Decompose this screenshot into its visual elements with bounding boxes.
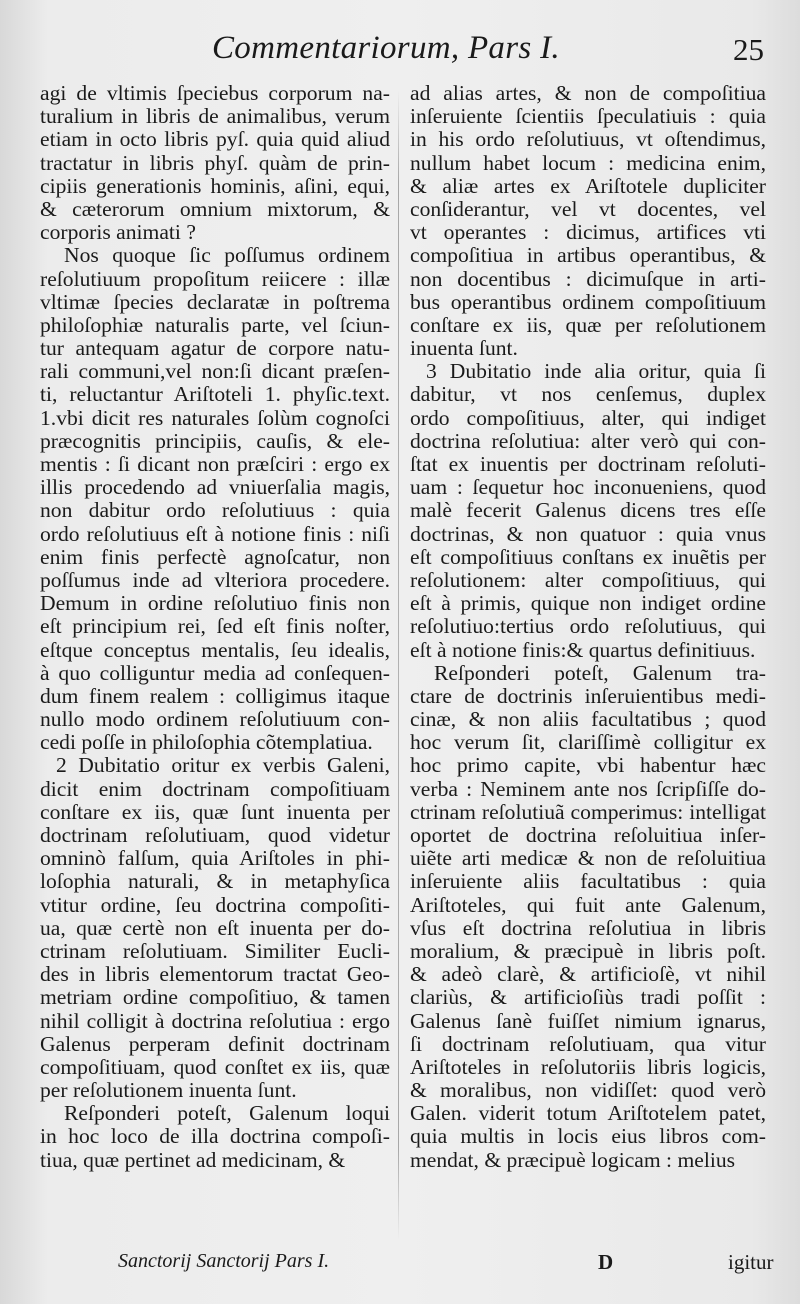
text-line: poſſumus inde ad vlteriora procedere. (40, 568, 390, 592)
catchword: igitur (728, 1250, 774, 1274)
text-line: reſolutiuo:tertius ordo reſolutiuus, qui (410, 615, 766, 639)
text-line: ctrinam reſolutiuã comperimus: intelligat (410, 800, 766, 824)
text-line: Nos quoque ſic poſſumus ordinem (64, 244, 390, 268)
text-line: hoc primo capite, vbi habentur hæc (410, 754, 766, 778)
text-line: vt operantes : dicimus, artifices vti (410, 221, 766, 245)
text-line: ctrinam reſolutiuam. Similiter Eucli- (40, 939, 390, 963)
text-line: ordo compoſitiuus, alter, qui indiget (410, 406, 766, 430)
text-line: & moralibus, non vidiſſet: quod verò (410, 1079, 766, 1103)
text-line: vltimæ ſpecies declaratæ in poſtrema (40, 290, 390, 314)
text-line: per reſolutionem inuenta ſunt. (40, 1079, 297, 1103)
text-line: & adeò clarè, & artificioſè, vt nihil (410, 963, 766, 987)
text-line: quia multis in locis eius libros com- (410, 1125, 766, 1149)
text-line: cinæ, & non aliis facultatibus ; quod (410, 708, 766, 732)
text-line: oportet de doctrina reſoluitiua inſer- (410, 824, 766, 847)
text-line: Demum in ordine reſolutiuo finis non (40, 592, 390, 616)
text-line: tractatur in libris phyſ. quàm de prin- (40, 151, 390, 175)
text-line: nihil colligit à doctrina reſolutiua : ergo (40, 1009, 390, 1033)
text-line: compoſitiua in artibus operantibus, & (410, 244, 766, 268)
text-line: Ariſtoteles in reſolutoriis libris logicis, (410, 1055, 766, 1079)
text-line: 1.vbi dicit res naturales ſolùm cognoſci (40, 406, 390, 430)
text-line: ctare de doctrinis inſeruientibus medi- (410, 684, 766, 708)
text-line: rali communi,vel non:ſi dicant præſen- (40, 360, 390, 384)
text-line: eſt à notione finis:& quartus definitiuus. (410, 638, 756, 662)
text-line: inuenta ſunt. (410, 337, 518, 361)
text-line: des in libris elementorum tractat Geo- (40, 963, 390, 987)
text-line: bus operantibus ordinem compoſitiuum (410, 290, 766, 314)
text-line: Reſponderi poteſt, Galenum loqui (64, 1102, 390, 1126)
text-line: & aliæ artes ex Ariſtotele dupliciter (410, 174, 766, 198)
text-line: verba : Neminem ante nos ſcripſiſſe do- (410, 777, 766, 801)
text-line: non docentibus : dicimuſque in arti- (410, 267, 766, 291)
text-line: eſtque conceptus mentalis, ſeu idealis, (40, 638, 390, 662)
text-line: ordo reſolutiuus eſt à notione finis : niſi (40, 522, 390, 546)
text-line: eſt à primis, quique non indiget ordine (410, 592, 766, 616)
text-line: tiua, quæ pertinet ad medicinam, & (40, 1148, 346, 1172)
signature-mark: D (598, 1250, 614, 1274)
text-line: doctrinas, & non quatuor : quia vnus (410, 522, 766, 546)
text-line: Ariſtoteles, qui fuit ante Galenum, (410, 893, 766, 917)
text-line: conſiderantur, vel vt docentes, vel (410, 197, 766, 221)
text-line: turalium in libris de animalibus, verum (40, 105, 390, 129)
text-line: loſophia naturali, & in metaphyſica (40, 870, 390, 894)
page-footer (0, 1250, 800, 1290)
text-line: enim finis perfectè agnoſcatur, non (40, 545, 390, 569)
text-line: à quo colliguntur media ad conſequen- (40, 661, 390, 685)
text-line: uiẽte arti medicæ & non de reſoluitiua (410, 847, 766, 871)
text-line: nullum habet locum : medicina enim, (410, 151, 766, 175)
footer-signature: Sanctorij Sanctorij Pars I. (118, 1250, 330, 1272)
text-line: nullo modo ordinem reſolutiuum con- (40, 708, 390, 732)
left-column (40, 82, 390, 1172)
text-line: cipiis generationis hominis, aſini, equi, (40, 174, 390, 198)
text-line: moralium, & præcipuè in libris poſt. (410, 939, 766, 963)
text-line: doctrinam reſolutiuam, quod videtur (40, 824, 390, 847)
text-line: dabitur, vt nos cenſemus, duplex (410, 383, 766, 407)
text-line: etiam in octo libris pyſ. quia quid aliud (40, 128, 390, 152)
text-line: reſolutionem: alter compoſitiuus, qui (410, 568, 766, 592)
text-line: conſtare ex iis, quæ ſunt inuenta per (40, 800, 390, 824)
text-line: præcognitis principiis, cauſis, & ele- (40, 429, 390, 453)
text-line: Galenus perperam definit doctrinam (40, 1032, 390, 1056)
text-line: agi de vltimis ſpeciebus corporum na- (40, 82, 390, 105)
text-line: 2 Dubitatio oritur ex verbis Galeni, (56, 754, 390, 778)
text-line: ſtat ex inuentis per doctrinam reſoluti- (410, 453, 766, 476)
text-line: philoſophiæ naturalis parte, vel ſciun- (40, 313, 390, 337)
text-line: vtitur ordine, ſeu doctrina compoſiti- (40, 893, 390, 917)
text-line: corporis animati ? (40, 221, 196, 245)
column-divider (398, 90, 399, 1240)
text-line: ad alias artes, & non de compoſitiua (410, 82, 766, 105)
text-line: 3 Dubitatio inde alia oritur, quia ſi (426, 360, 766, 384)
text-line: Galenus ſanè fuiſſet nimium ignarus, (410, 1009, 766, 1033)
text-line: doctrina reſolutiua: alter verò qui con- (410, 429, 766, 453)
text-line: uam : ſequetur hoc inconueniens, quod (410, 476, 766, 500)
text-line: omninò falſum, quia Ariſtoles in phi- (40, 847, 390, 871)
text-line: non dabitur ordo reſolutiuus : quia (40, 499, 390, 523)
text-line: illis procedendo ad vniuerſalia magis, (40, 476, 390, 500)
text-line: in hoc loco de illa doctrina compoſi- (40, 1125, 390, 1149)
text-line: compoſitiuam, quod conſtet ex iis, quæ (40, 1055, 390, 1079)
text-line: ua, quæ certè non eſt inuenta per do- (40, 916, 390, 940)
text-line: mentis : ſi dicant non præſciri : ergo ex (40, 453, 390, 476)
text-line: eſt principium rei, ſed eſt finis noſter, (40, 615, 390, 639)
text-line: conſtare ex iis, quæ per reſolutionem (410, 313, 766, 337)
text-line: ſi doctrinam reſolutiuam, qua vitur (410, 1032, 766, 1056)
text-line: inſeruiente ſcientiis ſpeculatiuis : quia (410, 105, 766, 129)
text-line: tur antequam agatur de corpore natu- (40, 337, 390, 361)
text-line: in his ordo reſolutiuus, vt oſtendimus, (410, 128, 766, 152)
text-line: inſeruiente aliis facultatibus : quia (410, 870, 766, 894)
text-line: eſt compoſitiuus conſtans ex inuẽtis per (410, 545, 766, 569)
right-column (410, 82, 766, 1172)
text-line: cedi poſſe in philoſophia cõtemplatiua. (40, 731, 373, 755)
text-line: mendat, & præcipuè logicam : melius (410, 1148, 736, 1172)
text-line: vſus eſt doctrina reſolutiua in libris (410, 916, 766, 940)
page-number: 25 (733, 32, 764, 67)
text-line: & cæterorum omnium mixtorum, & (40, 197, 390, 221)
text-line: clariùs, & artificioſiùs tradi poſſit : (410, 986, 766, 1010)
text-line: Galen. viderit totum Ariſtotelem patet, (410, 1102, 766, 1126)
text-line: Reſponderi poteſt, Galenum tra- (434, 661, 766, 685)
text-line: metriam ordine compoſitiuo, & tamen (40, 986, 390, 1010)
text-line: malè fecerit Galenus dicens tres eſſe (410, 499, 766, 523)
text-line: ti, reluctantur Ariſtoteli 1. phyſic.text. (40, 383, 390, 407)
text-line: dicit enim doctrinam compoſitiuam (40, 777, 390, 801)
text-line: reſolutiuum propoſitum reiicere : illæ (40, 267, 390, 291)
running-title: Commentariorum, Pars I. (212, 30, 560, 66)
page-header (0, 28, 800, 78)
text-line: hoc verum ſit, clariſſimè colligitur ex (410, 731, 766, 755)
text-line: dum finem realem : colligimus itaque (40, 684, 390, 708)
